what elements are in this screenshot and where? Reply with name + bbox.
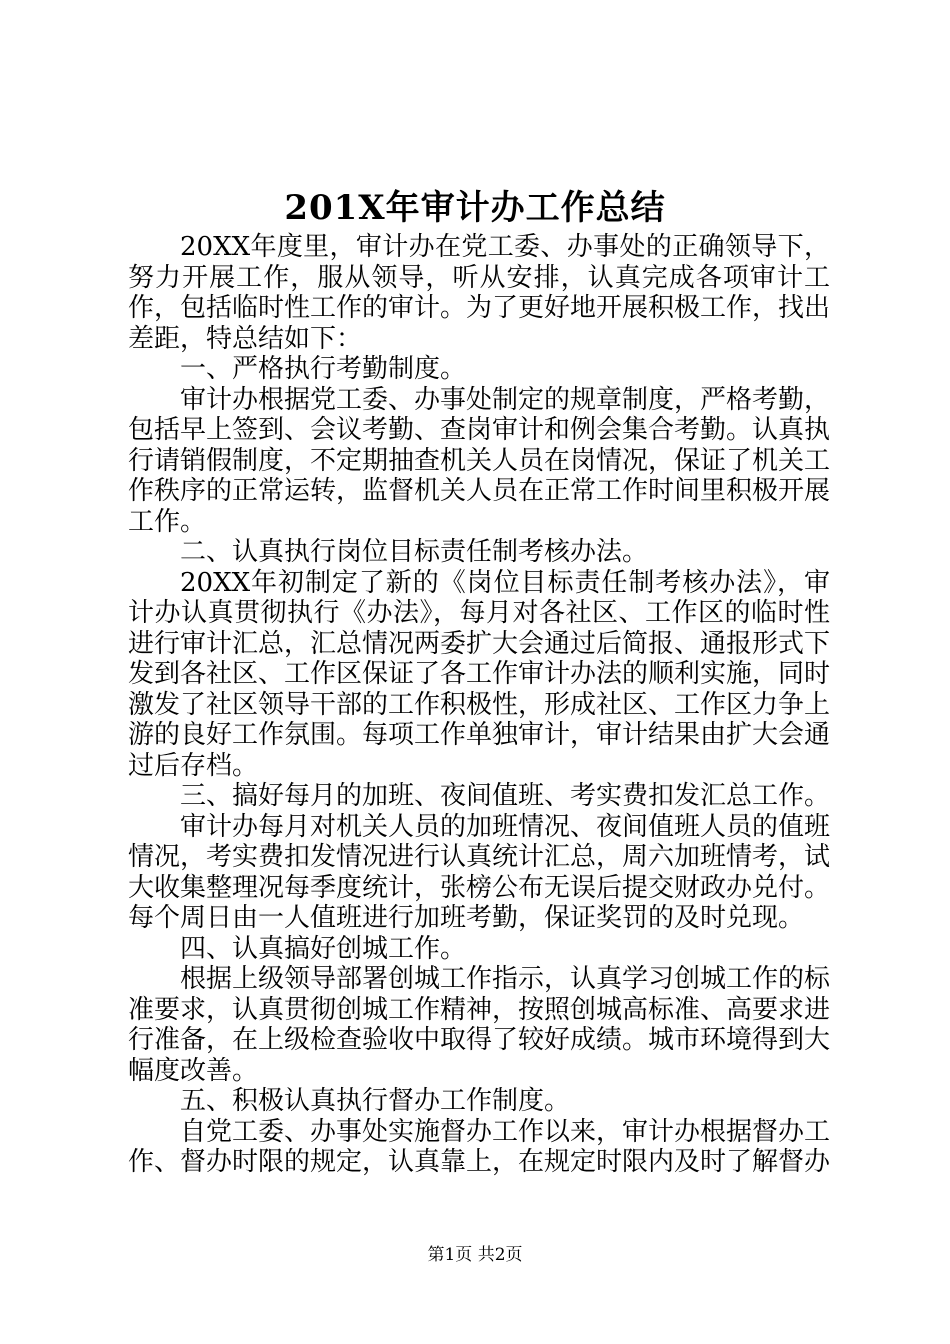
section-paragraph-1: 审计办根据党工委、办事处制定的规章制度，严格考勤，包括早上签到、会议考勤、查岗审计和例会集合考勤。认真执行请销假制度，不定期抽查机关人员在岗情况，保证了机关工作秩序的正常运转，监督机关人员在正常工作时间里积极开展工作。 bbox=[128, 384, 831, 537]
section-heading-3: 三、搞好每月的加班、夜间值班、考实费扣发汇总工作。 bbox=[180, 781, 831, 811]
intro-paragraph: 20XX年度里，审计办在党工委、办事处的正确领导下，努力开展工作，服从领导，听从安排，认真完成各项审计工作，包括临时性工作的审计。为了更好地开展积极工作，找出差距，特总结如下： bbox=[128, 232, 831, 354]
section-paragraph-3: 审计办每月对机关人员的加班情况、夜间值班人员的值班情况，考实费扣发情况进行认真统计汇总，周六加班情考，试大收集整理况每季度统计，张榜公布无误后提交财政办兑付。每个周日由一人值班进行加班考勤，保证奖罚的及时兑现。 bbox=[128, 811, 831, 933]
section-heading-5: 五、积极认真执行督办工作制度。 bbox=[180, 1086, 571, 1116]
section-paragraph-4: 根据上级领导部署创城工作指示，认真学习创城工作的标准要求，认真贯彻创城工作精神，按照创城高标准、高要求进行准备，在上级检查验收中取得了较好成绩。城市环境得到大幅度改善。 bbox=[128, 964, 831, 1086]
section-heading-2: 二、认真执行岗位目标责任制考核办法。 bbox=[180, 537, 649, 567]
section-heading-1: 一、严格执行考勤制度。 bbox=[180, 354, 467, 384]
section-paragraph-5: 自党工委、办事处实施督办工作以来，审计办根据督办工作、督办时限的规定，认真靠上，在规定时限内及时了解督办 bbox=[128, 1116, 831, 1177]
document-title: 201X年审计办工作总结 bbox=[284, 188, 666, 228]
section-paragraph-2: 20XX年初制定了新的《岗位目标责任制考核办法》，审计办认真贯彻执行《办法》，每月对各社区、工作区的临时性进行审计汇总，汇总情况两委扩大会通过后简报、通报形式下发到各社区、工作区保证了各工作审计办法的顺利实施，同时激发了社区领导干部的工作积极性，形成社区、工作区力争上游的良好工作氛围。每项工作单独审计，审计结果由扩大会通过后存档。 bbox=[128, 567, 831, 781]
document-body bbox=[128, 232, 830, 1178]
page-number-footer: 第1页 共2页 bbox=[427, 1245, 523, 1265]
section-heading-4: 四、认真搞好创城工作。 bbox=[180, 933, 467, 964]
